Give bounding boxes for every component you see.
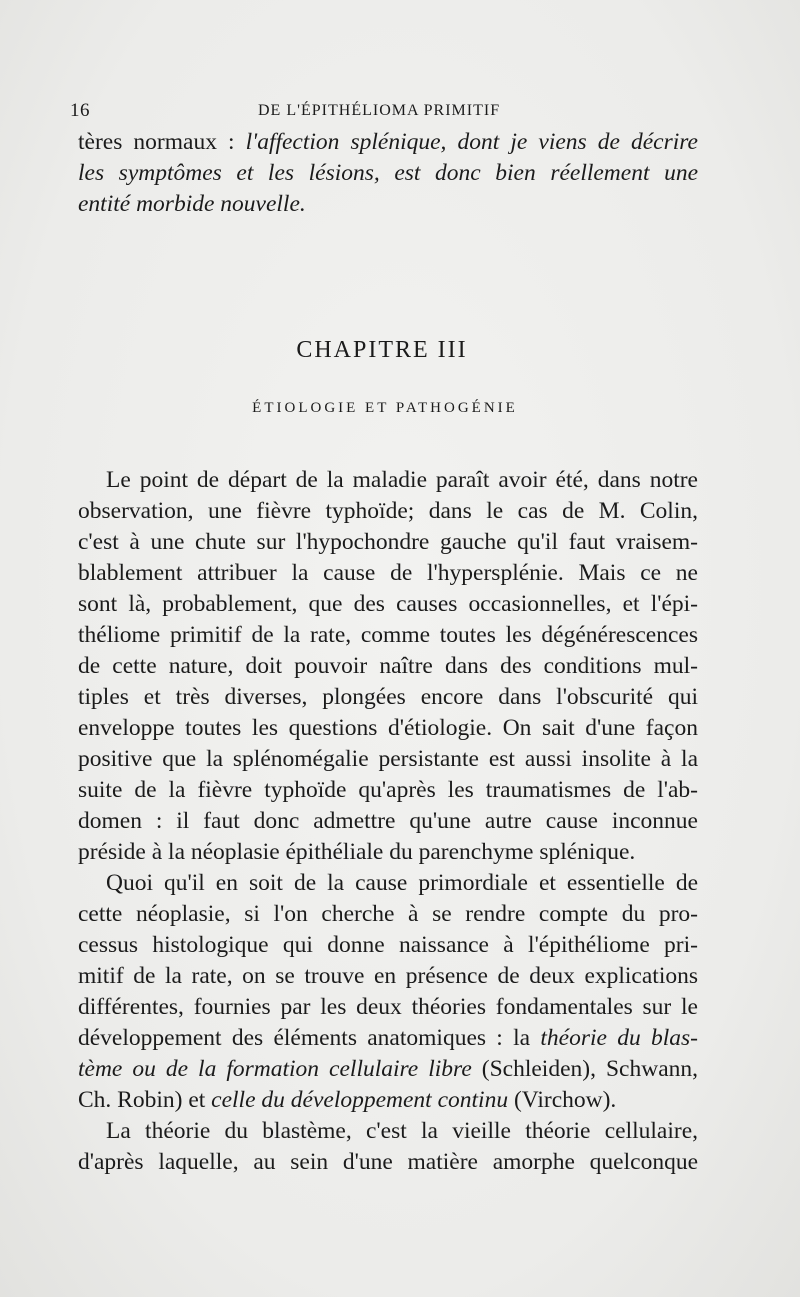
text-line [78,744,698,775]
italic-text: l'affection splénique, dont je viens de décrire [245,129,698,155]
text-run: théliome primitif de la rate, comme toutes les dégénérescences [78,622,698,648]
text-line [78,1054,698,1085]
intro-paragraph [78,127,698,220]
text-run: cette néoplasie, si l'on cherche à se rendre compte du pro- [78,901,698,927]
text-run: différentes, fournies par les deux théories fondamentales sur le [78,994,698,1020]
text-line [78,1147,698,1178]
text-run: (Virchow). [508,1087,617,1113]
text-run: Quoi qu'il en soit de la cause primordiale et essentielle de [106,870,698,896]
text-run: sont là, probablement, que des causes occasionnelles, et l'épi- [78,591,698,617]
text-run: d'après laquelle, au sein d'une matière amorphe quelconque [78,1149,698,1175]
text-line [78,992,698,1023]
italic-text: théorie du blas- [540,1025,698,1051]
text-line [78,837,698,868]
text-line [78,189,698,220]
text-run: enveloppe toutes les questions d'étiologie. On sait d'une façon [78,715,698,741]
chapter-subtitle [0,400,800,417]
text-line [78,127,698,158]
text-run: suite de la fièvre typhoïde qu'après les traumatismes de l'ab- [78,777,698,803]
text-line [78,527,698,558]
text-line [78,775,698,806]
text-line [78,899,698,930]
text-run: développement des éléments anatomiques : la [78,1025,541,1051]
text-run: Ch. Robin) et [78,1087,212,1113]
text-run: positive que la splénomégalie persistante est aussi insolite à la [78,746,698,772]
text-line [78,651,698,682]
text-run: mitif de la rate, on se trouve en présence de deux explications [78,963,698,989]
text-run: (Schleiden), Schwann, [471,1056,698,1082]
text-line [78,868,698,899]
text-run: domen : il faut donc admettre qu'une autre cause inconnue [78,808,698,834]
text-run: tiples et très diverses, plongées encore dans l'obscurité qui [78,684,698,710]
text-line [78,961,698,992]
text-line [78,465,698,496]
text-line [78,620,698,651]
page-number: 16 [70,100,90,121]
text-line [78,496,698,527]
text-run: préside à la néoplasie épithéliale du parenchyme splénique. [78,839,636,865]
text-run: observation, une fièvre typhoïde; dans le cas de M. Colin, [78,498,698,524]
text-run: cessus histologique qui donne naissance à l'épithéliome pri- [78,932,698,958]
text-line [78,1116,698,1147]
text-run: de cette nature, doit pouvoir naître dans des conditions mul- [78,653,698,679]
text-line [78,1023,698,1054]
text-line [78,558,698,589]
text-line [78,158,698,189]
text-run: c'est à une chute sur l'hypochondre gauche qu'il faut vraisem- [78,529,698,555]
text-line [78,930,698,961]
text-line [78,713,698,744]
chapter-title-text: CHAPITRE III [296,337,468,363]
text-line [78,682,698,713]
italic-text: celle du développement continu [211,1087,509,1113]
running-head: DE L'ÉPITHÉLIOMA PRIMITIF [258,102,501,119]
text-line [78,806,698,837]
italic-text: les symptômes et les lésions, est donc bien réellement une [78,160,698,186]
page-header [70,100,540,124]
text-run: blablement attribuer la cause de l'hypersplénie. Mais ce ne [78,560,698,586]
text-run: La théorie du blastème, c'est la vieille théorie cellulaire, [106,1118,698,1144]
text-run: Le point de départ de la maladie paraît avoir été, dans notre [106,467,698,493]
body-text [78,465,698,1178]
chapter-title [0,337,800,364]
text-line [78,589,698,620]
chapter-subtitle-text: ÉTIOLOGIE ET PATHOGÉNIE [252,400,518,416]
italic-text: entité morbide nouvelle. [78,191,306,217]
text-line [78,1085,698,1116]
text-run: tères normaux : [78,129,246,155]
italic-text: tème ou de la formation cellulaire libre [78,1056,472,1082]
